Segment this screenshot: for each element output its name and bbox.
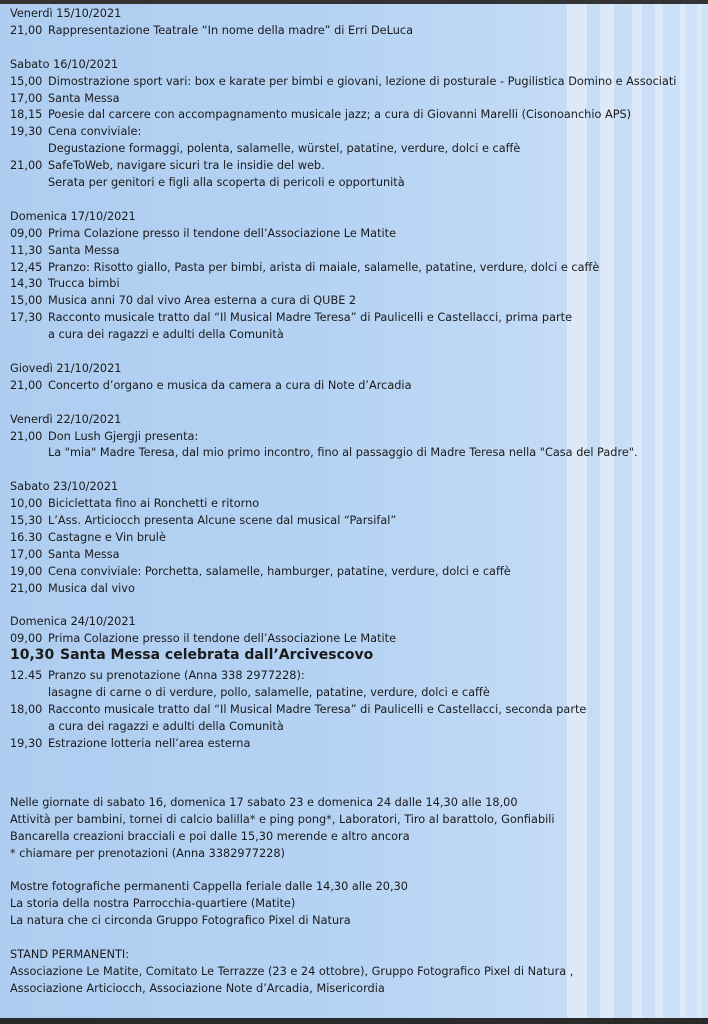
note-text: La storia della nostra Parrocchia-quartiere (Matite) (10, 897, 296, 911)
entry-time: 10,00 (10, 497, 43, 511)
day-title: Domenica 24/10/2021 (10, 615, 136, 629)
entry-time: 19,00 (10, 564, 43, 578)
note-text: * chiamare per prenotazioni (Anna 3382977228) (10, 846, 285, 860)
note-text: STAND PERMANENTI: (10, 948, 130, 962)
entry-description: a cura dei ragazzi e adulti della Comunità (48, 328, 284, 342)
entry-time: 12.45 (10, 669, 43, 683)
note-text: Attività per bambini, tornei di calcio balilla* e ping pong*, Laboratori, Tiro al barattolo, Gonfiabili (10, 812, 555, 826)
decorative-stripe (697, 0, 702, 1024)
entry-time: 10,30 (10, 647, 55, 664)
note-text: Nelle giornate di sabato 16, domenica 17 sabato 23 e domenica 24 dalle 14,30 alle 18,00 (10, 795, 518, 809)
entry-description: Degustazione formaggi, polenta, salamelle, würstel, patatine, verdure, dolci e caffè (48, 142, 521, 156)
day-title: Sabato 16/10/2021 (10, 57, 119, 71)
entry-time: 21,00 (10, 581, 43, 595)
decorative-stripe (632, 0, 642, 1024)
entry-time: 12,45 (10, 260, 43, 274)
decorative-stripe (680, 0, 686, 1024)
entry-time: 19,30 (10, 125, 43, 139)
entry-time: 09,00 (10, 632, 43, 646)
entry-time: 21,00 (10, 378, 43, 392)
entry-description: Musica anni 70 dal vivo Area esterna a cura di QUBE 2 (48, 294, 357, 308)
entry-description: Prima Colazione presso il tendone dell’Associazione Le Matite (48, 226, 397, 240)
entry-description: Trucca bimbi (48, 277, 120, 291)
entry-description: Musica dal vivo (48, 581, 135, 595)
entry-description: Serata per genitori e figli alla scoperta di pericoli e opportunità (48, 176, 405, 189)
entry-description: Santa Messa celebrata dall’Arcivescovo (60, 647, 374, 664)
entry-description: Cena conviviale: (48, 125, 142, 139)
entry-time: 15,00 (10, 74, 43, 88)
entry-description: Racconto musicale tratto dal “Il Musical Madre Teresa” di Paulicelli e Castellacci, prima parte (48, 311, 573, 325)
entry-time: 21,00 (10, 429, 43, 443)
entry-time: 21,00 (10, 23, 43, 37)
note-text: Associazione Le Matite, Comitato Le Terrazze (23 e 24 ottobre), Gruppo Fotografico Pixel di Natura , (10, 964, 574, 978)
entry-description: Santa Messa (48, 91, 120, 105)
entry-description: Poesie dal carcere con accompagnamento musicale jazz; a cura di Giovanni Marelli (Cisonoanchio APS) (48, 108, 632, 122)
entry-time: 15,00 (10, 294, 43, 308)
entry-description: Rappresentazione Teatrale “In nome della madre” di Erri DeLuca (48, 23, 414, 37)
entry-time: 11,30 (10, 243, 43, 257)
decorative-stripe (567, 0, 587, 1024)
entry-description: Santa Messa (48, 547, 120, 561)
entry-description: Estrazione lotteria nell’area esterna (48, 736, 251, 750)
entry-time: 09,00 (10, 226, 43, 240)
entry-time: 14,30 (10, 277, 43, 291)
entry-description: Santa Messa (48, 243, 120, 257)
entry-description: Pranzo su prenotazione (Anna 338 2977228): (48, 669, 305, 683)
day-title: Venerdì 22/10/2021 (10, 412, 122, 426)
entry-description: a cura dei ragazzi e adulti della Comunità (48, 719, 284, 733)
entry-description: Prima Colazione presso il tendone dell’Associazione Le Matite (48, 632, 397, 646)
entry-time: 17,30 (10, 311, 43, 325)
entry-description: Don Lush Gjergji presenta: (48, 429, 199, 443)
top-border (0, 0, 708, 4)
entry-description: Castagne e Vin brulè (48, 530, 166, 544)
entry-description: Cena conviviale: Porchetta, salamelle, hamburger, patatine, verdure, dolci e caffè (48, 564, 511, 578)
day-title: Sabato 23/10/2021 (10, 480, 119, 494)
decorative-stripe (655, 0, 663, 1024)
entry-description: lasagne di carne o di verdure, pollo, salamelle, patatine, verdure, dolci e caffè (48, 686, 490, 700)
entry-description: Biciclettata fino ai Ronchetti e ritorno (48, 497, 260, 511)
entry-time: 21,00 (10, 159, 43, 173)
note-text: Bancarella creazioni bracciali e poi dalle 15,30 merende e altro ancora (10, 829, 410, 843)
entry-description: Dimostrazione sport vari: box e karate per bimbi e giovani, lezione di posturale - Pugilistica Domino e Associati (48, 74, 677, 88)
note-text: La natura che ci circonda Gruppo Fotografico Pixel di Natura (10, 914, 351, 928)
day-title: Venerdì 15/10/2021 (10, 7, 122, 20)
entry-time: 17,00 (10, 91, 43, 105)
entry-description: Pranzo: Risotto giallo, Pasta per bimbi, arista di maiale, salamelle, patatine, verdure, dolci e caffè (48, 260, 600, 274)
note-text: Mostre fotografiche permanenti Cappella feriale dalle 14,30 alle 20,30 (10, 880, 408, 894)
note-text: Associazione Articiocch, Associazione Note d’Arcadia, Misericordia (10, 981, 385, 995)
entry-time: 18,15 (10, 108, 43, 122)
entry-description: L’Ass. Articiocch presenta Alcune scene dal musical “Parsifal” (48, 514, 397, 527)
entry-description: La "mia" Madre Teresa, dal mio primo incontro, fino al passaggio di Madre Teresa nella "Casa del Padre". (48, 446, 638, 460)
entry-time: 15,30 (10, 514, 43, 527)
entry-description: SafeToWeb, navigare sicuri tra le insidie del web. (48, 159, 325, 173)
entry-time: 18,00 (10, 703, 43, 716)
entry-time: 16.30 (10, 530, 43, 544)
entry-description: Concerto d’organo e musica da camera a cura di Note d’Arcadia (48, 378, 412, 392)
bottom-border (0, 1018, 708, 1024)
decorative-stripe (600, 0, 614, 1024)
day-title: Giovedì 21/10/2021 (10, 361, 122, 375)
entry-time: 19,30 (10, 736, 43, 750)
entry-description: Racconto musicale tratto dal “Il Musical Madre Teresa” di Paulicelli e Castellacci, seconda parte (48, 703, 587, 716)
day-title: Domenica 17/10/2021 (10, 209, 136, 223)
entry-time: 17,00 (10, 547, 43, 561)
